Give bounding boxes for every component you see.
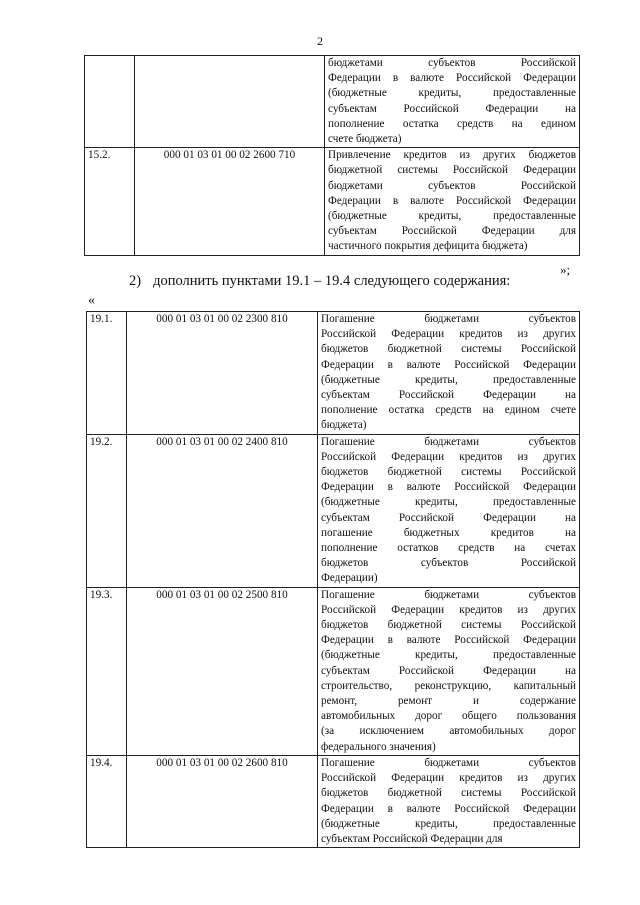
table-row	[87, 312, 580, 435]
description-line: Федерации в валюте Российской Федерации	[321, 481, 576, 494]
description-line: бюджетов бюджетной системы Российской	[321, 343, 576, 356]
code-description	[318, 587, 580, 755]
description-line: Федерации в валюте Российской Федерации	[321, 634, 576, 647]
closing-quote-mark: »;	[560, 262, 571, 277]
description-line: Погашение бюджетами субъектов	[321, 435, 576, 448]
description-line: Привлечение кредитов из других бюджетов	[328, 149, 576, 162]
item-number: 19.2.	[87, 434, 127, 587]
description-line: субъектам Российской Федерации на	[321, 511, 576, 524]
description-line: (бюджетные кредиты, предоставленные	[321, 817, 576, 830]
item-number: 19.3.	[87, 587, 127, 755]
description-line: Российской Федерации кредитов из других	[321, 772, 576, 785]
description-line: субъектам Российской Федерации на	[321, 664, 576, 677]
table-body	[85, 56, 580, 256]
budget-classification-code: 000 01 03 01 00 02 2500 810	[127, 587, 318, 755]
description-line: бюджетов субъектов Российской	[321, 557, 576, 570]
description-line: бюджетами субъектов Российской	[328, 57, 576, 69]
description-line: бюджетов бюджетной системы Российской	[321, 787, 576, 800]
budget-classification-code: 000 01 03 01 00 02 2600 810	[127, 755, 318, 847]
table-row	[87, 587, 580, 755]
code-description	[325, 148, 580, 255]
description-line: бюджета)	[321, 419, 367, 432]
description-line: бюджетов бюджетной системы Российской	[321, 619, 576, 632]
description-line: Погашение бюджетами субъектов	[321, 313, 576, 325]
budget-classification-code: 000 01 03 01 00 02 2400 810	[127, 434, 318, 587]
description-line: ремонт, ремонт и содержание	[321, 695, 576, 708]
description-line: (бюджетные кредиты, предоставленные	[321, 649, 576, 662]
description-line: бюджетной системы Российской Федерации	[328, 164, 576, 177]
description-line: (бюджетные кредиты, предоставленные	[321, 496, 576, 509]
description-line: федерального значения)	[321, 740, 436, 753]
budget-codes-table-top	[84, 55, 580, 256]
item-number: 19.4.	[87, 755, 127, 847]
description-line: Федерации в валюте Российской Федерации	[328, 194, 576, 207]
item-number	[85, 56, 135, 148]
opening-quote-mark: «	[88, 293, 95, 308]
table-body	[87, 312, 580, 848]
code-description	[325, 56, 580, 148]
item-number: 19.1.	[87, 312, 127, 435]
code-description	[318, 755, 580, 847]
description-line: (бюджетные кредиты, предоставленные	[321, 373, 576, 386]
description-line: Погашение бюджетами субъектов	[321, 756, 576, 769]
description-line: Федерации в валюте Российской Федерации	[321, 802, 576, 815]
amendment-number: 2)	[129, 273, 142, 289]
description-line: субъектам Российской Федерации на	[328, 102, 576, 115]
description-line: погашение бюджетных кредитов на	[321, 526, 576, 539]
code-description	[318, 434, 580, 587]
budget-classification-code	[135, 56, 325, 148]
description-line: счете бюджета)	[328, 133, 402, 146]
description-line: (за исключением автомобильных дорог	[321, 725, 576, 738]
description-line: субъектам Российской Федерации на	[321, 389, 576, 402]
table-row	[87, 755, 580, 847]
item-number: 15.2.	[85, 148, 135, 255]
description-line: (бюджетные кредиты, предоставленные	[328, 87, 576, 100]
description-line: бюджетов бюджетной системы Российской	[321, 466, 576, 479]
description-line: (бюджетные кредиты, предоставленные	[328, 210, 576, 223]
amendment-heading	[129, 273, 510, 290]
description-line: субъектам Российской Федерации для	[321, 832, 503, 845]
table-row	[87, 434, 580, 587]
description-line: Федерации в валюте Российской Федерации	[321, 358, 576, 371]
description-line: пополнение остатков средств на счетах	[321, 542, 576, 555]
description-line: пополнение остатка средств на едином счете	[321, 404, 576, 417]
description-line: Федерации)	[321, 572, 378, 585]
amendment-text: дополнить пунктами 19.1 – 19.4 следующего содержания:	[153, 273, 511, 289]
page-number: 2	[317, 34, 323, 48]
description-line: субъектам Российской Федерации для	[328, 225, 576, 238]
code-description	[318, 312, 580, 435]
description-line: пополнение остатка средств на едином	[328, 117, 576, 130]
description-line: частичного покрытия дефицита бюджета)	[328, 240, 528, 253]
table-row	[85, 148, 580, 255]
description-line: Погашение бюджетами субъектов	[321, 588, 576, 601]
description-line: Российской Федерации кредитов из других	[321, 450, 576, 463]
budget-classification-code: 000 01 03 01 00 02 2600 710	[135, 148, 325, 255]
description-line: Федерации в валюте Российской Федерации	[328, 72, 576, 85]
table-row	[85, 56, 580, 148]
description-line: строительство, реконструкцию, капитальный	[321, 679, 576, 692]
description-line: Российской Федерации кредитов из других	[321, 603, 576, 616]
budget-classification-code: 000 01 03 01 00 02 2300 810	[127, 312, 318, 435]
description-line: Российской Федерации кредитов из других	[321, 328, 576, 341]
budget-codes-table-added	[86, 311, 580, 848]
description-line: автомобильных дорог общего пользования	[321, 710, 576, 723]
description-line: бюджетами субъектов Российской	[328, 179, 576, 192]
